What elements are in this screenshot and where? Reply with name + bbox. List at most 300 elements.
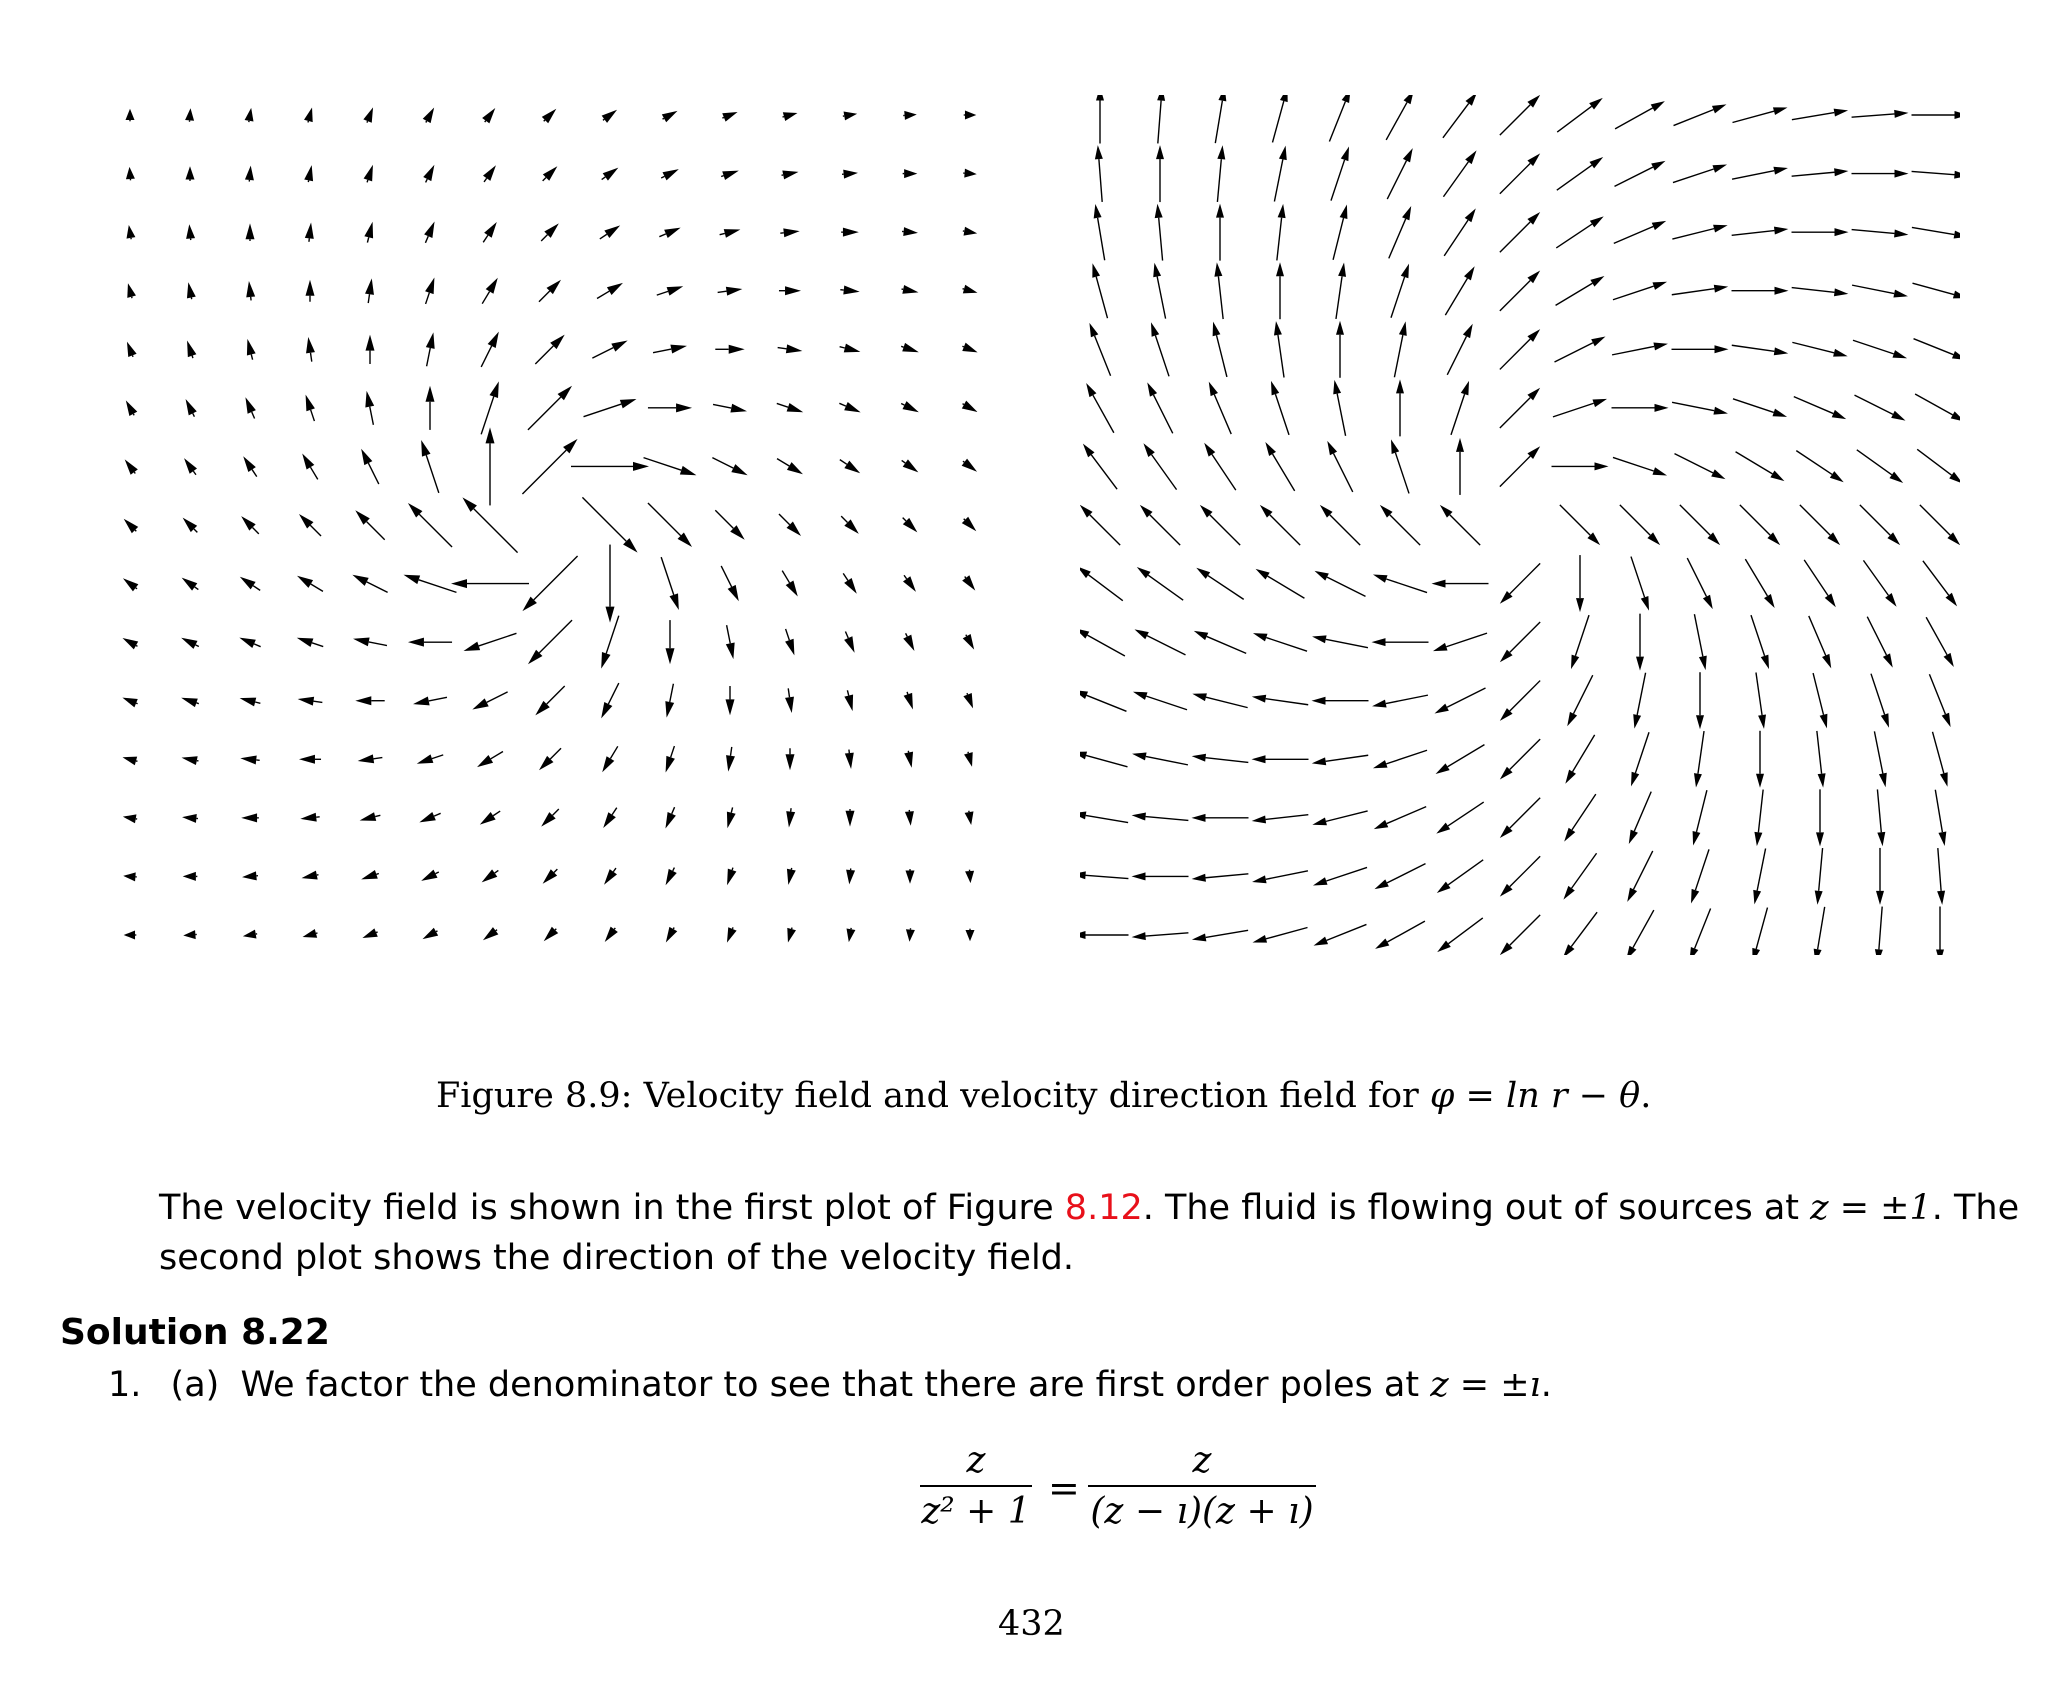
vector-arrowhead bbox=[1564, 828, 1575, 842]
vector-shaft bbox=[1510, 622, 1540, 652]
vector-arrowhead bbox=[731, 464, 747, 475]
vector-shaft bbox=[1095, 336, 1111, 376]
vector-shaft bbox=[1266, 871, 1308, 879]
vector-shaft bbox=[1150, 515, 1180, 545]
vector-arrowhead bbox=[182, 578, 198, 591]
vector-arrowhead bbox=[1713, 407, 1728, 415]
vector-arrowhead bbox=[1636, 657, 1644, 671]
vector-arrowhead bbox=[1252, 875, 1267, 883]
vector-shaft bbox=[1147, 636, 1185, 655]
vector-shaft bbox=[1091, 455, 1117, 489]
vector-arrowhead bbox=[844, 578, 857, 594]
vector-shaft bbox=[432, 755, 443, 759]
vector-arrowhead bbox=[1693, 831, 1701, 846]
vector-arrowhead bbox=[904, 752, 913, 768]
vector-arrowhead bbox=[843, 286, 859, 295]
vector-shaft bbox=[1792, 113, 1834, 120]
vector-shaft bbox=[1157, 276, 1165, 318]
vector-shaft bbox=[1330, 515, 1360, 545]
vector-shaft bbox=[1387, 921, 1425, 942]
vector-shaft bbox=[1733, 399, 1774, 413]
vector-shaft bbox=[310, 353, 311, 362]
vector-shaft bbox=[195, 587, 199, 590]
vector-arrowhead bbox=[601, 652, 610, 669]
vector-arrowhead bbox=[1953, 291, 1960, 299]
vector-arrowhead bbox=[1404, 95, 1414, 104]
vector-arrowhead bbox=[844, 402, 860, 412]
vector-arrowhead bbox=[425, 277, 434, 294]
vector-shaft bbox=[1387, 161, 1406, 199]
vector-shaft bbox=[731, 807, 732, 812]
vector-shaft bbox=[1275, 394, 1289, 435]
vector-shaft bbox=[484, 178, 487, 182]
vector-shaft bbox=[964, 519, 965, 520]
vector-arrowhead bbox=[1944, 653, 1954, 667]
vector-shaft bbox=[1206, 758, 1249, 763]
item-math: z = ±ı bbox=[1430, 1365, 1541, 1405]
vector-shaft bbox=[1800, 505, 1830, 535]
vector-arrowhead bbox=[1830, 471, 1844, 482]
vector-shaft bbox=[722, 117, 724, 118]
vector-shaft bbox=[1560, 505, 1590, 535]
paragraph-text: . The bbox=[1931, 1188, 2020, 1228]
vector-arrowhead bbox=[722, 112, 737, 122]
vector-shaft bbox=[1796, 451, 1832, 475]
vector-arrowhead bbox=[1375, 939, 1389, 949]
vector-shaft bbox=[1879, 907, 1882, 950]
vector-shaft bbox=[966, 635, 967, 636]
vector-shaft bbox=[1500, 456, 1530, 486]
equation-equals: = bbox=[1048, 1466, 1080, 1510]
vector-arrowhead bbox=[426, 332, 435, 349]
vector-arrowhead bbox=[1877, 832, 1885, 846]
vector-arrowhead bbox=[1770, 470, 1784, 481]
vector-shaft bbox=[1500, 163, 1530, 193]
vector-shaft bbox=[1612, 346, 1654, 354]
vector-arrowhead bbox=[845, 753, 854, 769]
vector-arrowhead bbox=[1403, 148, 1413, 162]
vector-arrowhead bbox=[783, 112, 798, 121]
vector-shaft bbox=[251, 354, 252, 359]
vector-shaft bbox=[1575, 615, 1589, 656]
vector-shaft bbox=[368, 463, 378, 484]
vector-arrowhead bbox=[963, 693, 973, 708]
vector-shaft bbox=[1680, 505, 1710, 535]
vector-arrowhead bbox=[1589, 157, 1603, 168]
vector-shaft bbox=[426, 121, 427, 122]
vector-shaft bbox=[1914, 339, 1954, 355]
vector-shaft bbox=[1556, 224, 1592, 248]
vector-arrowhead bbox=[1080, 690, 1088, 699]
vector-arrowhead bbox=[1652, 221, 1666, 230]
vector-arrowhead bbox=[1080, 628, 1089, 638]
vector-shaft bbox=[1804, 560, 1828, 596]
vector-shaft bbox=[543, 178, 546, 181]
vector-arrowhead bbox=[242, 871, 257, 880]
vector-shaft bbox=[1206, 697, 1248, 707]
vector-shaft bbox=[1447, 688, 1485, 707]
vector-arrowhead bbox=[1595, 462, 1609, 470]
vector-arrowhead bbox=[727, 812, 736, 829]
vector-shaft bbox=[1337, 394, 1345, 436]
vector-shaft bbox=[1809, 616, 1826, 656]
vector-arrowhead bbox=[726, 643, 735, 660]
vector-shaft bbox=[613, 868, 616, 872]
vector-arrowhead bbox=[1833, 349, 1848, 357]
vector-arrowhead bbox=[1217, 145, 1225, 159]
vector-shaft bbox=[1152, 455, 1177, 490]
vector-shaft bbox=[1391, 277, 1405, 318]
vector-arrowhead bbox=[844, 694, 853, 711]
vector-shaft bbox=[1448, 745, 1485, 767]
vector-arrowhead bbox=[906, 929, 915, 941]
vector-shaft bbox=[602, 177, 606, 180]
vector-arrowhead bbox=[304, 108, 313, 123]
vector-arrowhead bbox=[846, 870, 855, 885]
vector-shaft bbox=[1500, 105, 1530, 135]
vector-arrowhead bbox=[633, 462, 649, 471]
vector-arrowhead bbox=[1216, 204, 1224, 218]
vector-shaft bbox=[1853, 340, 1894, 354]
vector-shaft bbox=[1867, 617, 1886, 655]
vector-arrowhead bbox=[1834, 168, 1848, 176]
figure-reference-link[interactable]: 8.12 bbox=[1064, 1188, 1143, 1228]
vector-arrowhead bbox=[1592, 399, 1607, 407]
vector-shaft bbox=[1386, 695, 1428, 703]
vector-arrowhead bbox=[1315, 571, 1329, 581]
vector-shaft bbox=[481, 346, 491, 367]
vector-arrowhead bbox=[1565, 770, 1576, 784]
vector-arrowhead bbox=[1651, 101, 1665, 111]
vector-arrowhead bbox=[1576, 598, 1584, 612]
vector-shaft bbox=[425, 236, 428, 243]
vector-shaft bbox=[1863, 560, 1888, 595]
vector-arrowhead bbox=[1752, 948, 1760, 955]
vector-arrowhead bbox=[730, 404, 747, 413]
caption-suffix: . bbox=[1640, 1076, 1652, 1116]
vector-arrowhead bbox=[1711, 469, 1725, 479]
vector-arrowhead bbox=[365, 278, 374, 294]
vector-arrowhead bbox=[126, 167, 135, 179]
vector-arrowhead bbox=[962, 343, 977, 353]
vector-arrowhead bbox=[240, 698, 257, 707]
vector-arrowhead bbox=[843, 170, 858, 179]
vector-shaft bbox=[1266, 638, 1307, 652]
vector-shaft bbox=[713, 404, 731, 408]
vector-arrowhead bbox=[1372, 638, 1386, 646]
vector-arrowhead bbox=[786, 811, 795, 827]
vector-arrowhead bbox=[666, 756, 675, 773]
vector-arrowhead bbox=[1881, 713, 1889, 728]
vector-shaft bbox=[600, 234, 607, 239]
vector-shaft bbox=[720, 233, 725, 234]
vector-shaft bbox=[1874, 731, 1882, 773]
vector-arrowhead bbox=[300, 813, 316, 822]
vector-shaft bbox=[1214, 395, 1231, 435]
vector-shaft bbox=[963, 404, 964, 405]
vector-arrowhead bbox=[1713, 225, 1728, 233]
vector-arrowhead bbox=[665, 701, 674, 718]
vector-arrowhead bbox=[246, 223, 255, 239]
vector-arrowhead bbox=[1774, 227, 1788, 235]
vector-arrowhead bbox=[187, 340, 196, 357]
vector-arrowhead bbox=[1703, 595, 1713, 609]
vector-arrowhead bbox=[787, 928, 796, 943]
vector-shaft bbox=[1395, 453, 1409, 494]
vector-shaft bbox=[1695, 849, 1709, 890]
vector-shaft bbox=[1751, 615, 1765, 656]
vector-shaft bbox=[1386, 102, 1407, 140]
vector-arrowhead bbox=[903, 576, 916, 592]
vector-shaft bbox=[614, 928, 615, 929]
vector-shaft bbox=[1327, 924, 1367, 940]
vector-shaft bbox=[1871, 674, 1885, 715]
vector-shaft bbox=[732, 927, 733, 929]
vector-shaft bbox=[1510, 856, 1540, 886]
vector-arrowhead bbox=[306, 395, 315, 412]
vector-arrowhead bbox=[902, 343, 919, 352]
vector-arrowhead bbox=[1338, 263, 1346, 277]
vector-arrowhead bbox=[245, 166, 254, 181]
vector-arrowhead bbox=[1372, 700, 1387, 708]
vector-arrowhead bbox=[489, 381, 498, 398]
vector-shaft bbox=[544, 120, 545, 121]
vector-arrowhead bbox=[847, 929, 856, 943]
vector-arrowhead bbox=[1147, 382, 1157, 396]
vector-shaft bbox=[1813, 673, 1823, 715]
vector-arrowhead bbox=[1435, 704, 1449, 714]
vector-shaft bbox=[435, 872, 438, 874]
vector-shaft bbox=[673, 868, 675, 871]
vector-arrowhead bbox=[666, 927, 677, 943]
vector-arrowhead bbox=[1879, 773, 1887, 788]
vector-shaft bbox=[487, 692, 508, 702]
vector-shaft bbox=[606, 616, 619, 654]
vector-shaft bbox=[1756, 673, 1762, 716]
vector-shaft bbox=[1158, 101, 1161, 144]
vector-shaft bbox=[1912, 171, 1955, 174]
vector-shaft bbox=[659, 234, 666, 237]
vector-arrowhead bbox=[1151, 322, 1159, 337]
vector-arrowhead bbox=[1312, 697, 1326, 705]
vector-shaft bbox=[1510, 798, 1540, 828]
vector-arrowhead bbox=[1773, 167, 1788, 175]
vector-shaft bbox=[648, 503, 681, 536]
vector-shaft bbox=[1450, 515, 1480, 545]
vector-arrowhead bbox=[1137, 567, 1151, 578]
vector-arrowhead bbox=[126, 400, 137, 416]
vector-arrowhead bbox=[1949, 472, 1960, 484]
vector-shaft bbox=[539, 291, 550, 302]
vector-shaft bbox=[1278, 335, 1284, 378]
vector-arrowhead bbox=[1391, 439, 1399, 454]
vector-shaft bbox=[1448, 860, 1483, 885]
vector-shaft bbox=[843, 573, 848, 580]
vector-arrowhead bbox=[965, 111, 976, 120]
vector-shaft bbox=[845, 631, 848, 638]
vector-shaft bbox=[663, 118, 664, 119]
vector-shaft bbox=[535, 346, 553, 364]
vector-arrowhead bbox=[1156, 145, 1164, 159]
vector-shaft bbox=[1938, 848, 1941, 891]
vector-arrowhead bbox=[1280, 95, 1288, 102]
vector-arrowhead bbox=[604, 225, 620, 238]
vector-shaft bbox=[1631, 557, 1645, 598]
vector-arrowhead bbox=[903, 227, 918, 236]
vector-shaft bbox=[1218, 276, 1223, 319]
vector-arrowhead bbox=[1278, 204, 1286, 218]
vector-shaft bbox=[1792, 172, 1835, 176]
vector-arrowhead bbox=[306, 337, 315, 353]
vector-arrowhead bbox=[1194, 631, 1208, 640]
vector-arrowhead bbox=[1192, 814, 1206, 822]
vector-arrowhead bbox=[423, 165, 434, 181]
vector-arrowhead bbox=[1775, 287, 1789, 295]
vector-arrowhead bbox=[606, 607, 615, 623]
vector-shaft bbox=[661, 557, 674, 595]
vector-arrowhead bbox=[726, 699, 735, 715]
vector-shaft bbox=[1336, 276, 1342, 319]
vector-arrowhead bbox=[184, 458, 197, 474]
vector-arrowhead bbox=[1894, 110, 1908, 118]
vector-arrowhead bbox=[423, 928, 439, 939]
vector-arrowhead bbox=[1940, 772, 1948, 787]
vector-shaft bbox=[1217, 159, 1221, 202]
vector-shaft bbox=[1633, 910, 1654, 948]
vector-shaft bbox=[1155, 336, 1169, 377]
vector-shaft bbox=[376, 873, 378, 874]
vector-shaft bbox=[1860, 505, 1890, 535]
vector-arrowhead bbox=[464, 642, 481, 651]
vector-shaft bbox=[1929, 674, 1945, 714]
vector-shaft bbox=[672, 807, 675, 814]
vector-shaft bbox=[1326, 867, 1367, 881]
vector-arrowhead bbox=[124, 931, 135, 940]
vector-arrowhead bbox=[1567, 712, 1577, 726]
vector-shaft bbox=[1852, 285, 1894, 293]
vector-arrowhead bbox=[1893, 290, 1908, 298]
vector-shaft bbox=[496, 930, 497, 931]
vector-shaft bbox=[1674, 110, 1714, 126]
vector-shaft bbox=[1500, 339, 1530, 369]
vector-shaft bbox=[1687, 558, 1706, 596]
vector-shaft bbox=[715, 510, 733, 528]
vector-shaft bbox=[1510, 915, 1540, 945]
vector-arrowhead bbox=[483, 165, 496, 181]
vector-shaft bbox=[373, 758, 382, 759]
vector-arrowhead bbox=[404, 575, 421, 584]
vector-arrowhead bbox=[1591, 337, 1605, 347]
vector-shaft bbox=[592, 348, 613, 358]
vector-arrowhead bbox=[846, 811, 855, 827]
vector-arrowhead bbox=[360, 812, 377, 821]
vector-shaft bbox=[788, 688, 789, 697]
vector-shaft bbox=[653, 349, 671, 353]
vector-shaft bbox=[192, 356, 193, 358]
velocity-field-plot bbox=[110, 95, 990, 955]
item-end: . bbox=[1540, 1365, 1552, 1405]
vector-arrowhead bbox=[1936, 950, 1944, 956]
vector-shaft bbox=[1446, 633, 1487, 647]
equation-lhs-fraction bbox=[920, 1440, 1032, 1532]
vector-arrowhead bbox=[620, 399, 637, 408]
vector-arrowhead bbox=[611, 340, 627, 351]
item-label: (a) bbox=[170, 1365, 220, 1405]
vector-shaft bbox=[1732, 231, 1775, 236]
vector-shaft bbox=[1207, 636, 1247, 653]
vector-arrowhead bbox=[1080, 871, 1086, 879]
vector-arrowhead bbox=[1192, 933, 1206, 941]
vector-shaft bbox=[1926, 617, 1947, 655]
vector-arrowhead bbox=[1252, 815, 1266, 823]
vector-arrowhead bbox=[482, 108, 495, 123]
vector-arrowhead bbox=[1712, 165, 1727, 173]
vector-shaft bbox=[1389, 219, 1406, 259]
vector-arrowhead bbox=[1937, 891, 1945, 905]
vector-arrowhead bbox=[1641, 596, 1649, 611]
vector-arrowhead bbox=[1132, 813, 1146, 821]
vector-shaft bbox=[907, 692, 908, 694]
vector-shaft bbox=[962, 346, 964, 347]
vector-arrowhead bbox=[1464, 266, 1475, 280]
vector-arrowhead bbox=[486, 427, 495, 443]
paragraph-line-1 bbox=[159, 1183, 2019, 1233]
vector-shaft bbox=[193, 471, 196, 475]
vector-shaft bbox=[1672, 229, 1714, 239]
vector-arrowhead bbox=[605, 927, 618, 942]
vector-shaft bbox=[1086, 815, 1128, 822]
vector-arrowhead bbox=[181, 638, 197, 649]
vector-shaft bbox=[1732, 345, 1775, 351]
vector-shaft bbox=[901, 346, 903, 347]
vector-arrowhead bbox=[906, 871, 915, 884]
vector-arrowhead bbox=[1590, 216, 1604, 227]
vector-shaft bbox=[1557, 106, 1591, 132]
vector-arrowhead bbox=[1571, 655, 1579, 670]
vector-shaft bbox=[426, 455, 439, 493]
vector-arrowhead bbox=[1312, 757, 1326, 765]
vector-arrowhead bbox=[1342, 95, 1351, 103]
vector-arrowhead bbox=[902, 401, 918, 412]
vector-shaft bbox=[1792, 342, 1834, 352]
vector-arrowhead bbox=[245, 108, 254, 122]
vector-shaft bbox=[1329, 102, 1345, 142]
vector-arrowhead bbox=[1885, 593, 1896, 607]
vector-shaft bbox=[367, 121, 368, 123]
vector-arrowhead bbox=[364, 222, 373, 239]
vector-arrowhead bbox=[1135, 629, 1149, 639]
vector-arrowhead bbox=[904, 693, 913, 710]
vector-arrowhead bbox=[240, 577, 256, 590]
vector-shaft bbox=[1818, 907, 1825, 949]
vector-shaft bbox=[582, 497, 626, 541]
vector-shaft bbox=[967, 693, 968, 695]
vector-arrowhead bbox=[666, 648, 675, 664]
vector-shaft bbox=[1266, 699, 1309, 705]
vector-arrowhead bbox=[1279, 146, 1287, 161]
vector-arrowhead bbox=[1333, 380, 1341, 395]
vector-arrowhead bbox=[483, 927, 498, 940]
vector-shaft bbox=[1675, 454, 1713, 473]
vector-arrowhead bbox=[1341, 147, 1349, 162]
vector-arrowhead bbox=[1155, 204, 1163, 218]
vector-arrowhead bbox=[666, 869, 677, 885]
vector-shaft bbox=[718, 291, 727, 292]
vector-arrowhead bbox=[1631, 772, 1639, 787]
vector-arrowhead bbox=[1092, 263, 1100, 278]
vector-shaft bbox=[1444, 220, 1468, 256]
vector-shaft bbox=[552, 809, 558, 815]
